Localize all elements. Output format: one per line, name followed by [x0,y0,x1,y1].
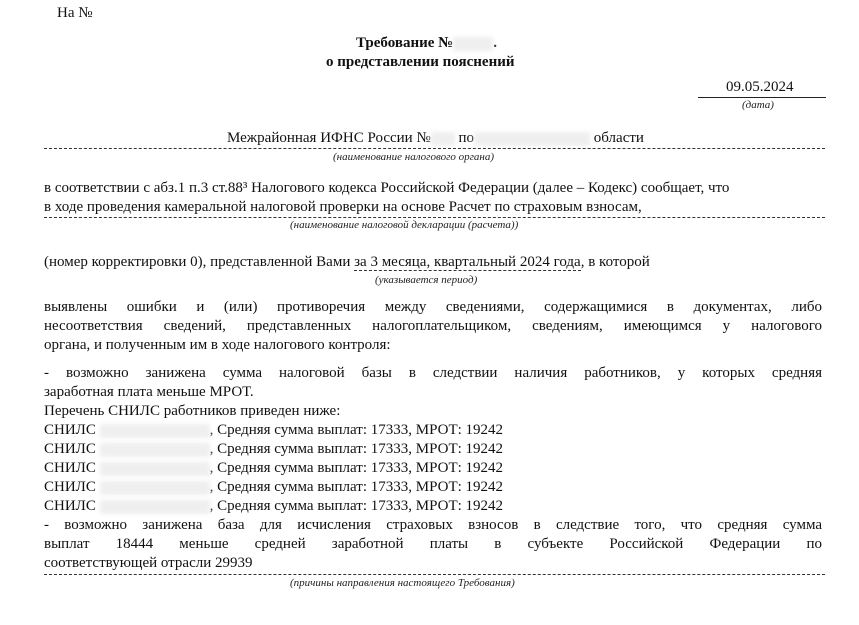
date-value: 09.05.2024 [726,79,794,95]
reason-2-paragraph: - возможно занижена база для исчисления страховых взносов в следствие того, что средняя сумма выплат 18444 меньше средней заработной платы в субъекте Российской Федерации по соответствующей отрасли 29939 [44,517,822,571]
snils-row: СНИЛС , Средняя сумма выплат: 17333, МРОТ: 19242 [44,460,504,476]
period-text: за 3 месяца, квартальный 2024 года [354,254,581,270]
snils-row: СНИЛС , Средняя сумма выплат: 17333, МРОТ: 19242 [44,479,504,495]
date-caption: (дата) [742,99,774,111]
intro-line-1: в соответствии с абз.1 п.3 ст.88³ Налогового кодекса Российской Федерации (далее – Кодекс) сообщает, что [44,180,730,196]
redacted-number [453,37,493,51]
reason-line [44,574,825,575]
reason-1-paragraph: - возможно занижена сумма налоговой базы в следствии наличия работников, у которых средняя заработная плата меньше МРОТ. Перечень СНИЛС работников приведен ниже: [44,365,822,419]
reason-caption: (причины направления настоящего Требования) [290,577,515,589]
document-subtitle: о представлении пояснений [326,54,515,70]
authority-line [44,148,825,149]
period-line: (номер корректировки 0), представленной Вами за 3 месяца, квартальный 2024 года, в которой [44,254,650,270]
snils-row: СНИЛС , Средняя сумма выплат: 17333, МРОТ: 19242 [44,422,504,438]
intro-line-2: в ходе проведения камеральной налоговой проверки на основе Расчет по страховым взносам, [44,199,642,215]
document-title: Требование № . [356,35,497,51]
snils-row: СНИЛС , Средняя сумма выплат: 17333, МРОТ: 19242 [44,498,504,514]
period-caption: (указывается период) [375,274,478,286]
declaration-caption: (наименование налоговой декларации (расчета)) [290,219,519,231]
date-underline [698,97,826,98]
declaration-line [44,217,825,218]
na-nomer: На № [57,5,93,21]
tax-authority-name: Межрайонная ИФНС России № по области [227,130,644,146]
findings-paragraph: выявлены ошибки и (или) противоречия между сведениями, содержащимися в документах, либо несоответствия сведений, представленных налогоплательщиком, сведениям, имеющимся у налогового органа, и полученным им в ходе налогового контроля: [44,299,822,353]
authority-caption: (наименование налогового органа) [333,151,495,163]
snils-row: СНИЛС , Средняя сумма выплат: 17333, МРОТ: 19242 [44,441,504,457]
